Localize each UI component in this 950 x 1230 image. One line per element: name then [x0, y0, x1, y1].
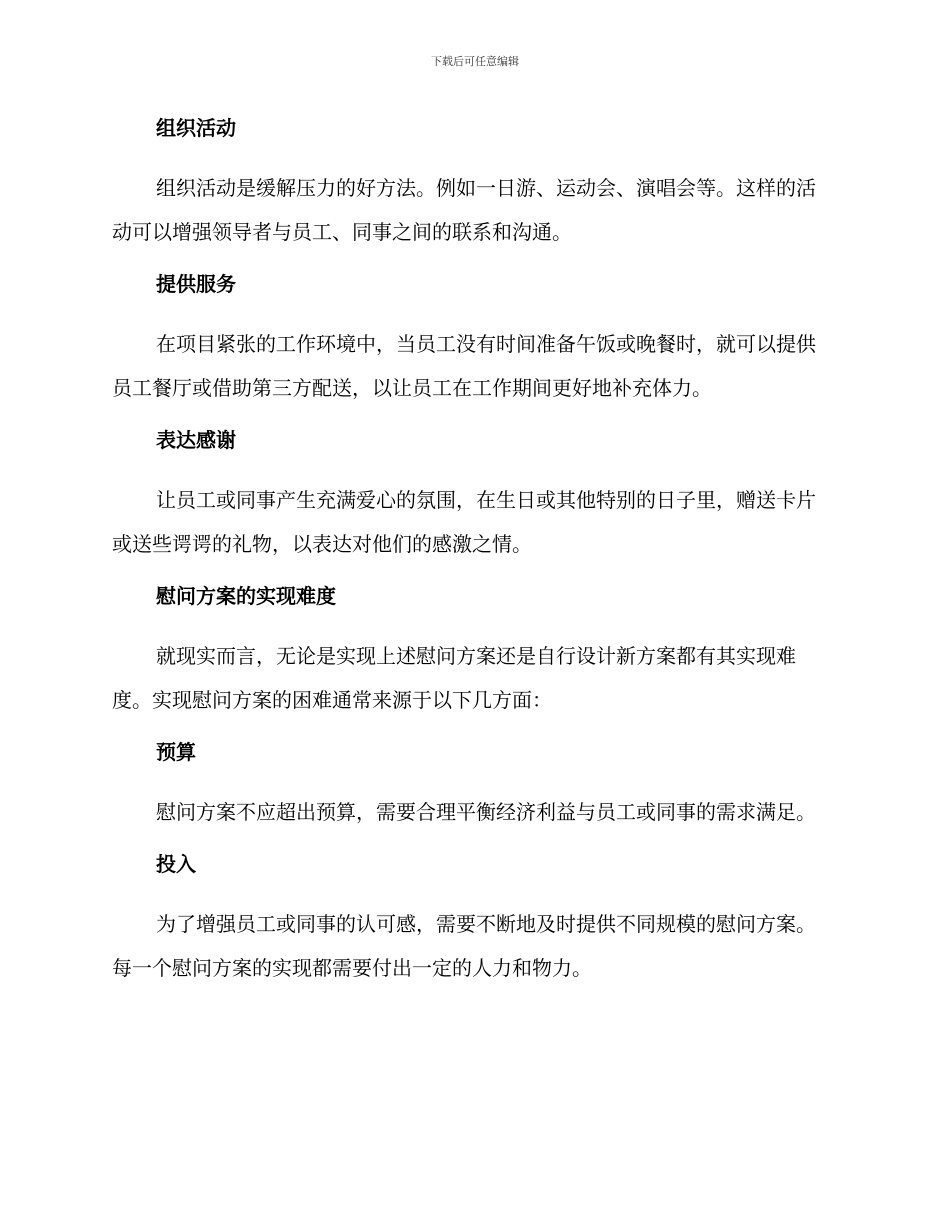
section-paragraph: 为了增强员工或同事的认可感，需要不断地及时提供不同规模的慰问方案。每一个慰问方案的实现都需要付出一定的人力和物力。	[112, 912, 816, 980]
section-paragraph: 组织活动是缓解压力的好方法。例如一日游、运动会、演唱会等。这样的活动可以增强领导者与员工、同事之间的联系和沟通。	[112, 176, 816, 244]
section-express-thanks	[112, 420, 832, 566]
section-budget	[112, 732, 832, 834]
section-provide-services	[112, 264, 832, 410]
section-paragraph: 在项目紧张的工作环境中，当员工没有时间准备午饭或晚餐时，就可以提供员工餐厅或借助第三方配送，以让员工在工作期间更好地补充体力。	[112, 332, 816, 400]
section-paragraph: 就现实而言，无论是实现上述慰问方案还是自行设计新方案都有其实现难度。实现慰问方案的困难通常来源于以下几方面：	[112, 644, 796, 712]
section-heading: 提供服务	[156, 272, 236, 296]
section-investment	[112, 844, 832, 990]
section-heading: 组织活动	[156, 116, 236, 140]
section-heading: 慰问方案的实现难度	[156, 584, 336, 608]
section-paragraph: 让员工或同事产生充满爱心的氛围，在生日或其他特别的日子里，赠送卡片或送些谔谔的礼物，以表达对他们的感激之情。	[112, 488, 816, 556]
section-heading: 表达感谢	[156, 428, 236, 452]
section-organize-activities	[112, 108, 832, 254]
section-heading: 投入	[156, 852, 196, 876]
section-heading: 预算	[156, 740, 196, 764]
page-header-note: 下载后可任意编辑	[431, 55, 519, 68]
section-paragraph: 慰问方案不应超出预算，需要合理平衡经济利益与员工或同事的需求满足。	[156, 800, 816, 824]
document-body	[112, 108, 832, 1000]
section-implementation-difficulty	[112, 576, 832, 722]
